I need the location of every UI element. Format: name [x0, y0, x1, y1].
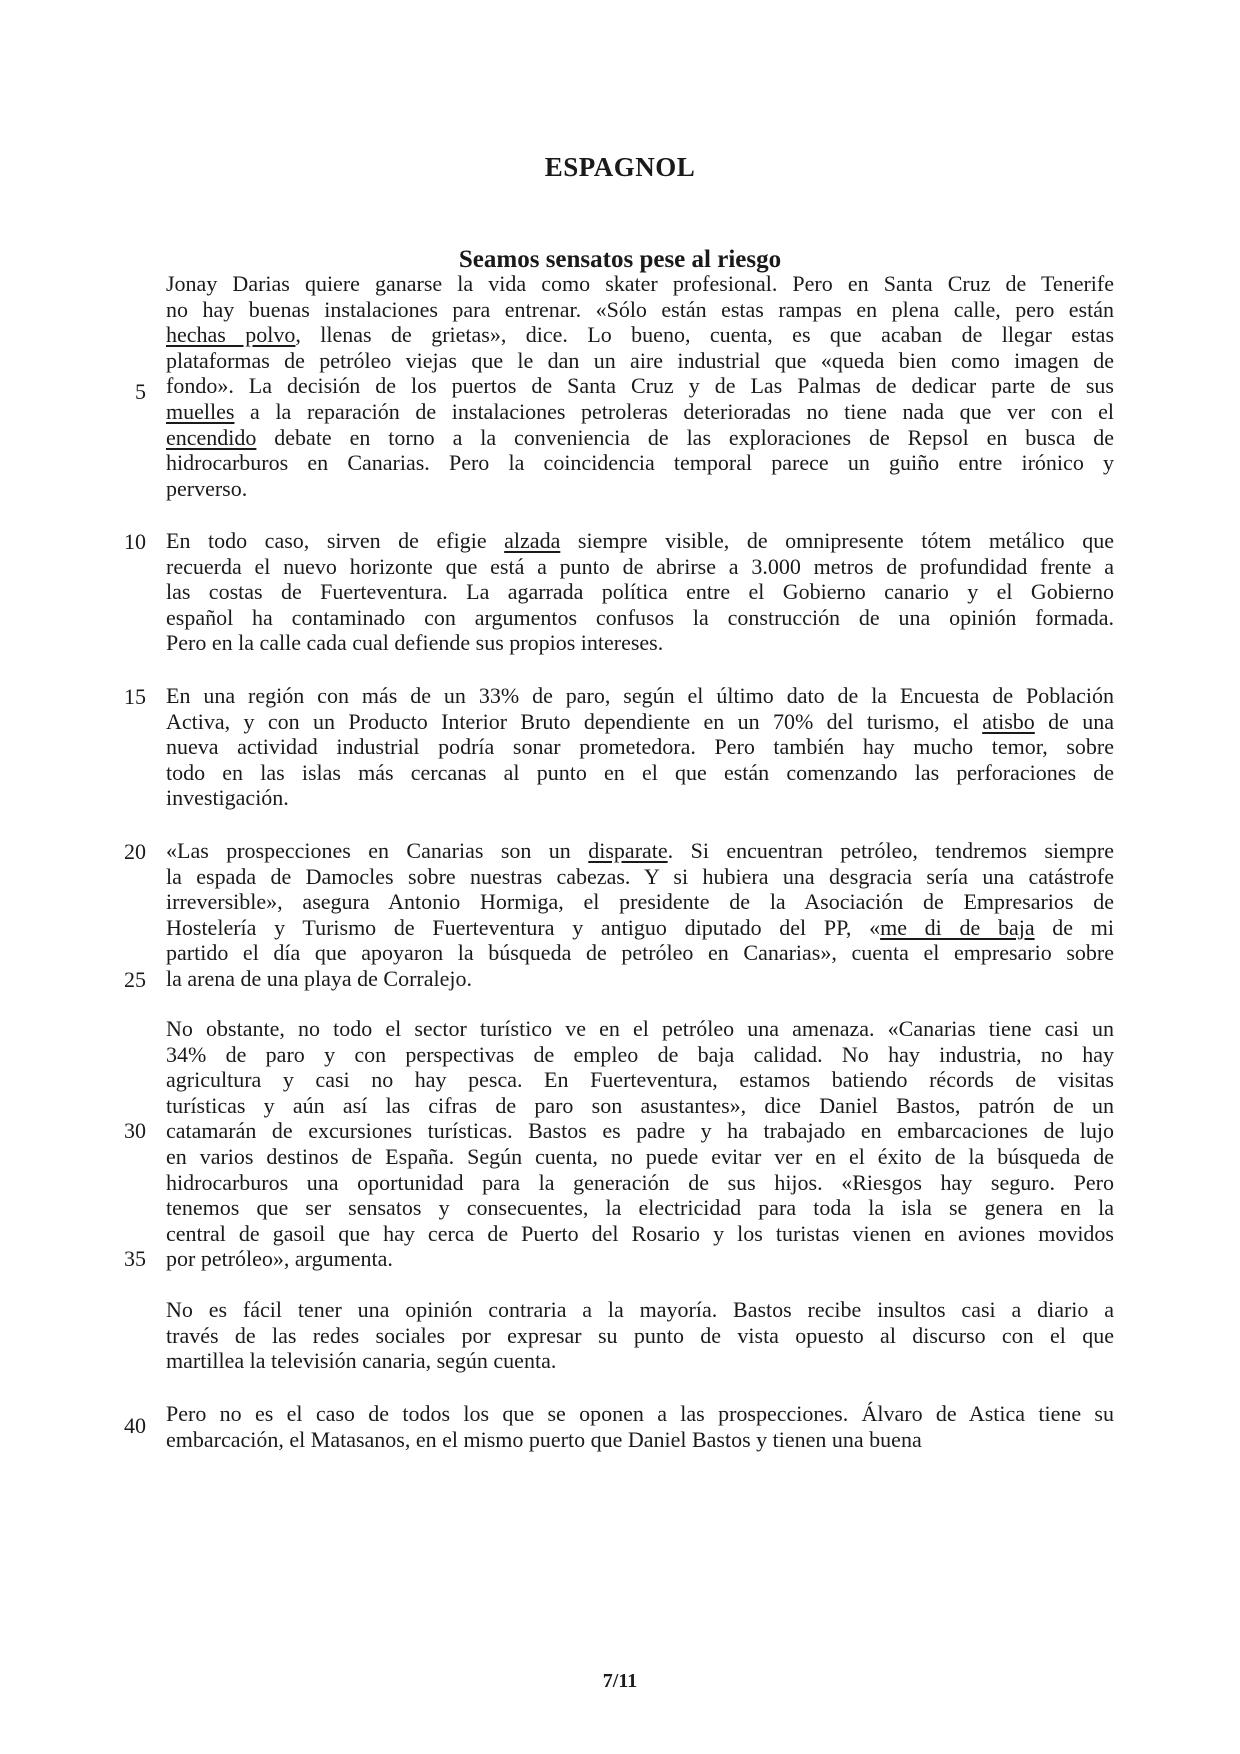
text-segment: español ha contaminado con argumentos confusos la construcción de una opinión formada.: [166, 604, 1114, 630]
text-segment: la arena de una playa de Corralejo.: [166, 965, 473, 991]
section-heading: ESPAGNOL: [544, 152, 696, 182]
line-number: 5: [135, 379, 146, 404]
text-segment: central de gasoil que hay cerca de Puerto del Rosario y los turistas vienen en aviones movidos: [166, 1220, 1114, 1246]
text-segment: tenemos que ser sensatos y consecuentes, la electricidad para toda la isla se genera en la: [166, 1195, 1114, 1221]
text-line: [166, 838, 1114, 864]
line-number: 15: [124, 684, 146, 709]
text-segment: catamarán de excursiones turísticas. Bastos es padre y ha trabajado en embarcaciones de lujo: [166, 1118, 1114, 1144]
text-segment: Hostelería y Turismo de Fuerteventura y antiguo diputado del PP, «: [166, 914, 881, 940]
text-line: [166, 528, 1114, 554]
line-number: 20: [124, 839, 146, 864]
text-line: [166, 1016, 1114, 1042]
line-number: 35: [124, 1246, 146, 1271]
text-line: [166, 399, 1114, 425]
text-segment: turísticas y aún así las cifras de paro son asustantes», dice Daniel Bastos, patrón de un: [166, 1092, 1114, 1118]
underlined-term: disparate: [588, 838, 668, 863]
text-line: [166, 322, 1114, 348]
text-segment: «Las prospecciones en Canarias son un: [166, 838, 589, 863]
text-segment: recuerda el nuevo horizonte que está a punto de abrirse a 3.000 metros de profundidad frente a: [166, 553, 1114, 579]
text-segment: martillea la televisión canaria, según cuenta.: [166, 1348, 557, 1374]
underlined-term: hechas polvo: [166, 322, 296, 348]
text-line: [166, 1401, 1114, 1427]
text-segment: 34% de paro y con perspectivas de empleo de baja calidad. No hay industria, no hay: [166, 1041, 1114, 1067]
text-line: [166, 1144, 1114, 1170]
text-segment: través de las redes sociales por expresar su punto de vista opuesto al discurso con el que: [166, 1322, 1114, 1348]
text-segment: investigación.: [166, 785, 289, 811]
text-segment: todo en las islas más cercanas al punto en el que están comenzando las perforaciones de: [166, 759, 1114, 785]
text-segment: debate en torno a la conveniencia de las exploraciones de Repsol en busca de: [256, 424, 1114, 450]
text-line: [166, 1348, 1114, 1374]
text-segment: Jonay Darias quiere ganarse la vida como skater profesional. Pero en Santa Cruz de Tenerife: [166, 271, 1114, 296]
underlined-term: muelles: [166, 398, 235, 424]
text-segment: En todo caso, sirven de efigie: [166, 528, 505, 553]
text-segment: . Si encuentran petróleo, tendremos siempre: [667, 838, 1114, 863]
text-segment: No es fácil tener una opinión contraria a la mayoría. Bastos recibe insultos casi a diario a: [166, 1297, 1114, 1322]
text-segment: agricultura y casi no hay pesca. En Fuerteventura, estamos batiendo récords de visitas: [166, 1067, 1114, 1093]
text-segment: a la reparación de instalaciones petroleras deterioradas no tiene nada que ver con el: [234, 398, 1114, 424]
text-segment: en varios destinos de España. Según cuenta, no puede evitar ver en el éxito de la búsqueda de: [166, 1143, 1114, 1169]
text-line: [166, 425, 1114, 451]
text-segment: embarcación, el Matasanos, en el mismo puerto que Daniel Bastos y tienen una buena: [166, 1426, 922, 1452]
text-segment: siempre visible, de omnipresente tótem metálico que: [560, 528, 1114, 553]
text-line: [166, 630, 1114, 656]
page-number: 7/11: [602, 1670, 638, 1692]
paragraph: [166, 1297, 1114, 1374]
text-line: [166, 1323, 1114, 1349]
text-segment: no hay buenas instalaciones para entrenar. «Sólo están estas rampas en plena calle, pero están: [166, 296, 1114, 322]
text-segment: , llenas de grietas», dice. Lo bueno, cuenta, es que acaban de llegar estas: [295, 322, 1114, 348]
text-segment: Pero no es el caso de todos los que se oponen a las prospecciones. Álvaro de Astica tiene su: [166, 1401, 1114, 1426]
text-line: [166, 605, 1114, 631]
text-line: [166, 966, 1114, 992]
text-line: [166, 1427, 1114, 1453]
text-line: [166, 1297, 1114, 1323]
text-segment: Activa, y con un Producto Interior Bruto dependiente en un 70% del turismo, el: [166, 708, 983, 734]
text-segment: de mi: [1034, 914, 1114, 940]
text-segment: No obstante, no todo el sector turístico ve en el petróleo una amenaza. «Canarias tiene casi un: [166, 1016, 1114, 1041]
text-segment: irreversible», asegura Antonio Hormiga, el presidente de la Asociación de Empresarios de: [166, 889, 1114, 915]
text-line: [166, 450, 1114, 476]
text-line: [166, 864, 1114, 890]
text-line: [166, 940, 1114, 966]
text-line: [166, 476, 1114, 502]
paragraph: [166, 1016, 1114, 1272]
text-line: [166, 1067, 1114, 1093]
text-line: [166, 1170, 1114, 1196]
article-title: Seamos sensatos pese al riesgo: [458, 246, 782, 273]
paragraph: [166, 271, 1114, 501]
line-number: 10: [124, 529, 146, 554]
text-segment: nueva actividad industrial podría sonar prometedora. Pero también hay mucho temor, sobre: [166, 734, 1114, 760]
text-segment: de una: [1034, 708, 1114, 734]
text-line: [166, 1221, 1114, 1247]
paragraph: [166, 528, 1114, 656]
line-number: 25: [124, 967, 146, 992]
text-segment: plataformas de petróleo viejas que le dan un aire industrial que «queda bien como imagen de: [166, 347, 1114, 373]
text-line: [166, 1118, 1114, 1144]
text-line: [166, 348, 1114, 374]
text-segment: las costas de Fuerteventura. La agarrada política entre el Gobierno canario y el Gobierno: [166, 579, 1114, 605]
text-line: [166, 271, 1114, 297]
text-line: [166, 683, 1114, 709]
text-segment: partido el día que apoyaron la búsqueda de petróleo en Canarias», cuenta el empresario sobre: [166, 940, 1114, 966]
text-segment: hidrocarburos en Canarias. Pero la coincidencia temporal parece un guiño entre irónico y: [166, 450, 1114, 476]
text-segment: hidrocarburos una oportunidad para la generación de sus hijos. «Riesgos hay seguro. Pero: [166, 1169, 1114, 1195]
text-segment: por petróleo», argumenta.: [166, 1246, 393, 1272]
text-line: [166, 1093, 1114, 1119]
text-segment: fondo». La decisión de los puertos de Santa Cruz y de Las Palmas de dedicar parte de sus: [166, 373, 1114, 399]
underlined-term: me di de baja: [880, 914, 1035, 940]
paragraph: [166, 1401, 1114, 1452]
text-line: [166, 554, 1114, 580]
text-line: [166, 1195, 1114, 1221]
text-line: [166, 734, 1114, 760]
text-line: [166, 709, 1114, 735]
text-line: [166, 1042, 1114, 1068]
line-number: 40: [124, 1413, 146, 1438]
underlined-term: alzada: [504, 528, 561, 553]
text-line: [166, 1246, 1114, 1272]
text-line: [166, 297, 1114, 323]
text-segment: perverso.: [166, 475, 248, 501]
underlined-term: atisbo: [982, 708, 1035, 734]
text-line: [166, 579, 1114, 605]
paragraph: [166, 838, 1114, 992]
text-segment: Pero en la calle cada cual defiende sus propios intereses.: [166, 630, 664, 656]
text-line: [166, 889, 1114, 915]
line-number: 30: [124, 1118, 146, 1143]
text-line: [166, 760, 1114, 786]
text-segment: la espada de Damocles sobre nuestras cabezas. Y si hubiera una desgracia sería una catástrofe: [166, 863, 1114, 889]
underlined-term: encendido: [166, 424, 257, 450]
text-line: [166, 373, 1114, 399]
text-line: [166, 915, 1114, 941]
text-line: [166, 785, 1114, 811]
paragraph: [166, 683, 1114, 811]
text-segment: En una región con más de un 33% de paro, según el último dato de la Encuesta de Población: [166, 683, 1114, 708]
